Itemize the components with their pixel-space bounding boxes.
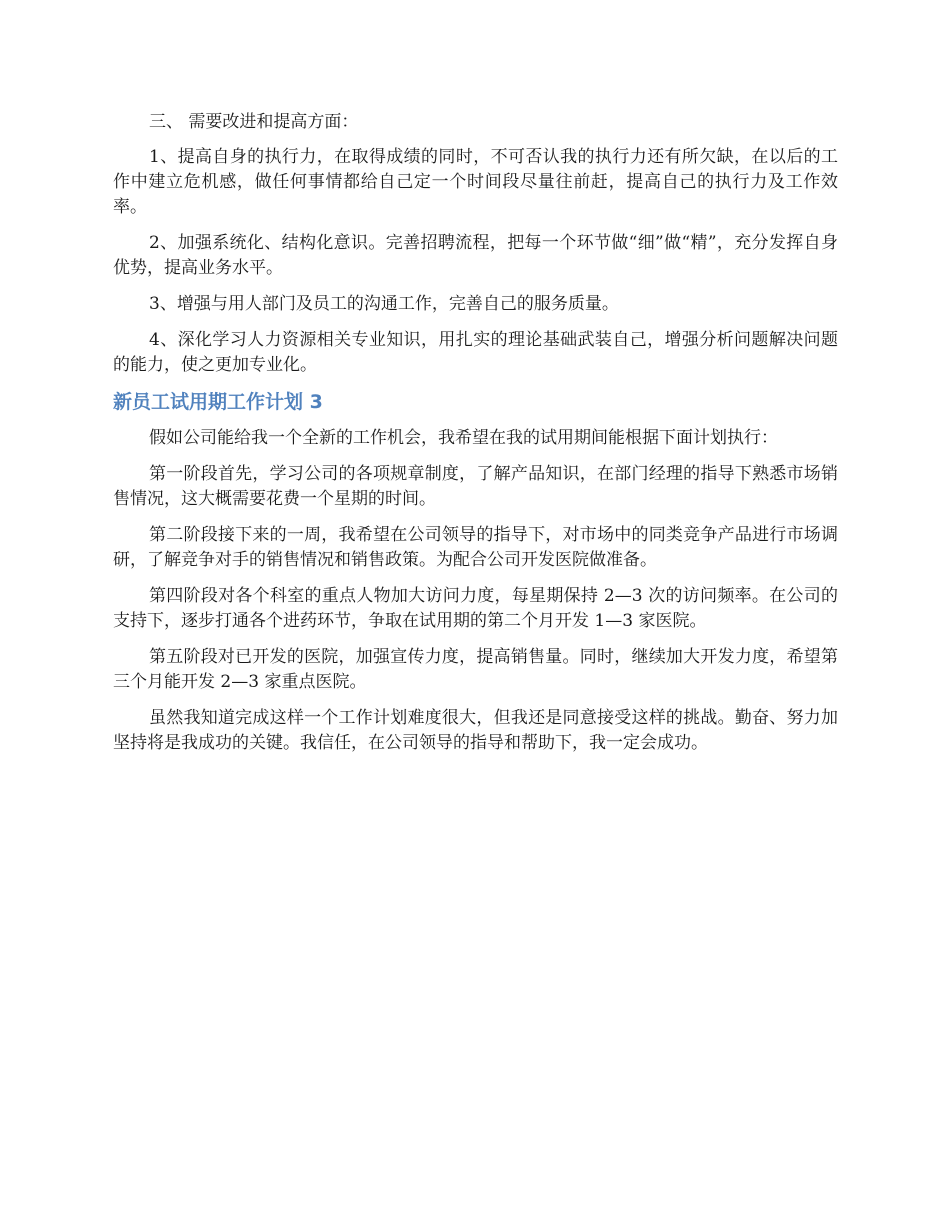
section-title-improvements: 三、 需要改进和提高方面： — [149, 112, 359, 132]
plan-paragraph-stage1: 第一阶段首先，学习公司的各项规章制度，了解产品知识，在部门经理的指导下熟悉市场销售情况，这大概需要花费一个星期的时间。 — [113, 464, 838, 509]
plan-paragraph-stage5: 第五阶段对已开发的医院，加强宣传力度，提高销售量。同时，继续加大开发力度，希望第三个月能开发 2—3 家重点医院。 — [113, 647, 838, 692]
section-heading-plan3: 新员工试用期工作计划 3 — [113, 391, 323, 413]
plan-paragraph-stage4: 第四阶段对各个科室的重点人物加大访问力度，每星期保持 2—3 次的访问频率。在公司的支持下，逐步打通各个进药环节，争取在试用期的第二个月开发 1—3 家医院。 — [113, 586, 838, 631]
document-page — [113, 110, 838, 767]
improvement-item-4: 4、深化学习人力资源相关专业知识，用扎实的理论基础武装自己，增强分析问题解决问题的能力，使之更加专业化。 — [113, 330, 838, 375]
plan-paragraph-stage2: 第二阶段接下来的一周，我希望在公司领导的指导下，对市场中的同类竞争产品进行市场调研，了解竞争对手的销售情况和销售政策。为配合公司开发医院做准备。 — [113, 525, 838, 570]
plan-paragraph-intro: 假如公司能给我一个全新的工作机会，我希望在我的试用期间能根据下面计划执行： — [149, 428, 778, 448]
improvement-item-1: 1、提高自身的执行力，在取得成绩的同时，不可否认我的执行力还有所欠缺，在以后的工作中建立危机感，做任何事情都给自己定一个时间段尽量往前赶，提高自己的执行力及工作效率。 — [113, 147, 838, 217]
improvement-item-2: 2、加强系统化、结构化意识。完善招聘流程，把每一个环节做“细”做“精”，充分发挥自身优势，提高业务水平。 — [113, 233, 838, 278]
plan-paragraph-closing: 虽然我知道完成这样一个工作计划难度很大，但我还是同意接受这样的挑战。勤奋、努力加坚持将是我成功的关键。我信任，在公司领导的指导和帮助下，我一定会成功。 — [113, 708, 838, 753]
improvement-item-3: 3、增强与用人部门及员工的沟通工作，完善自己的服务质量。 — [149, 294, 619, 314]
